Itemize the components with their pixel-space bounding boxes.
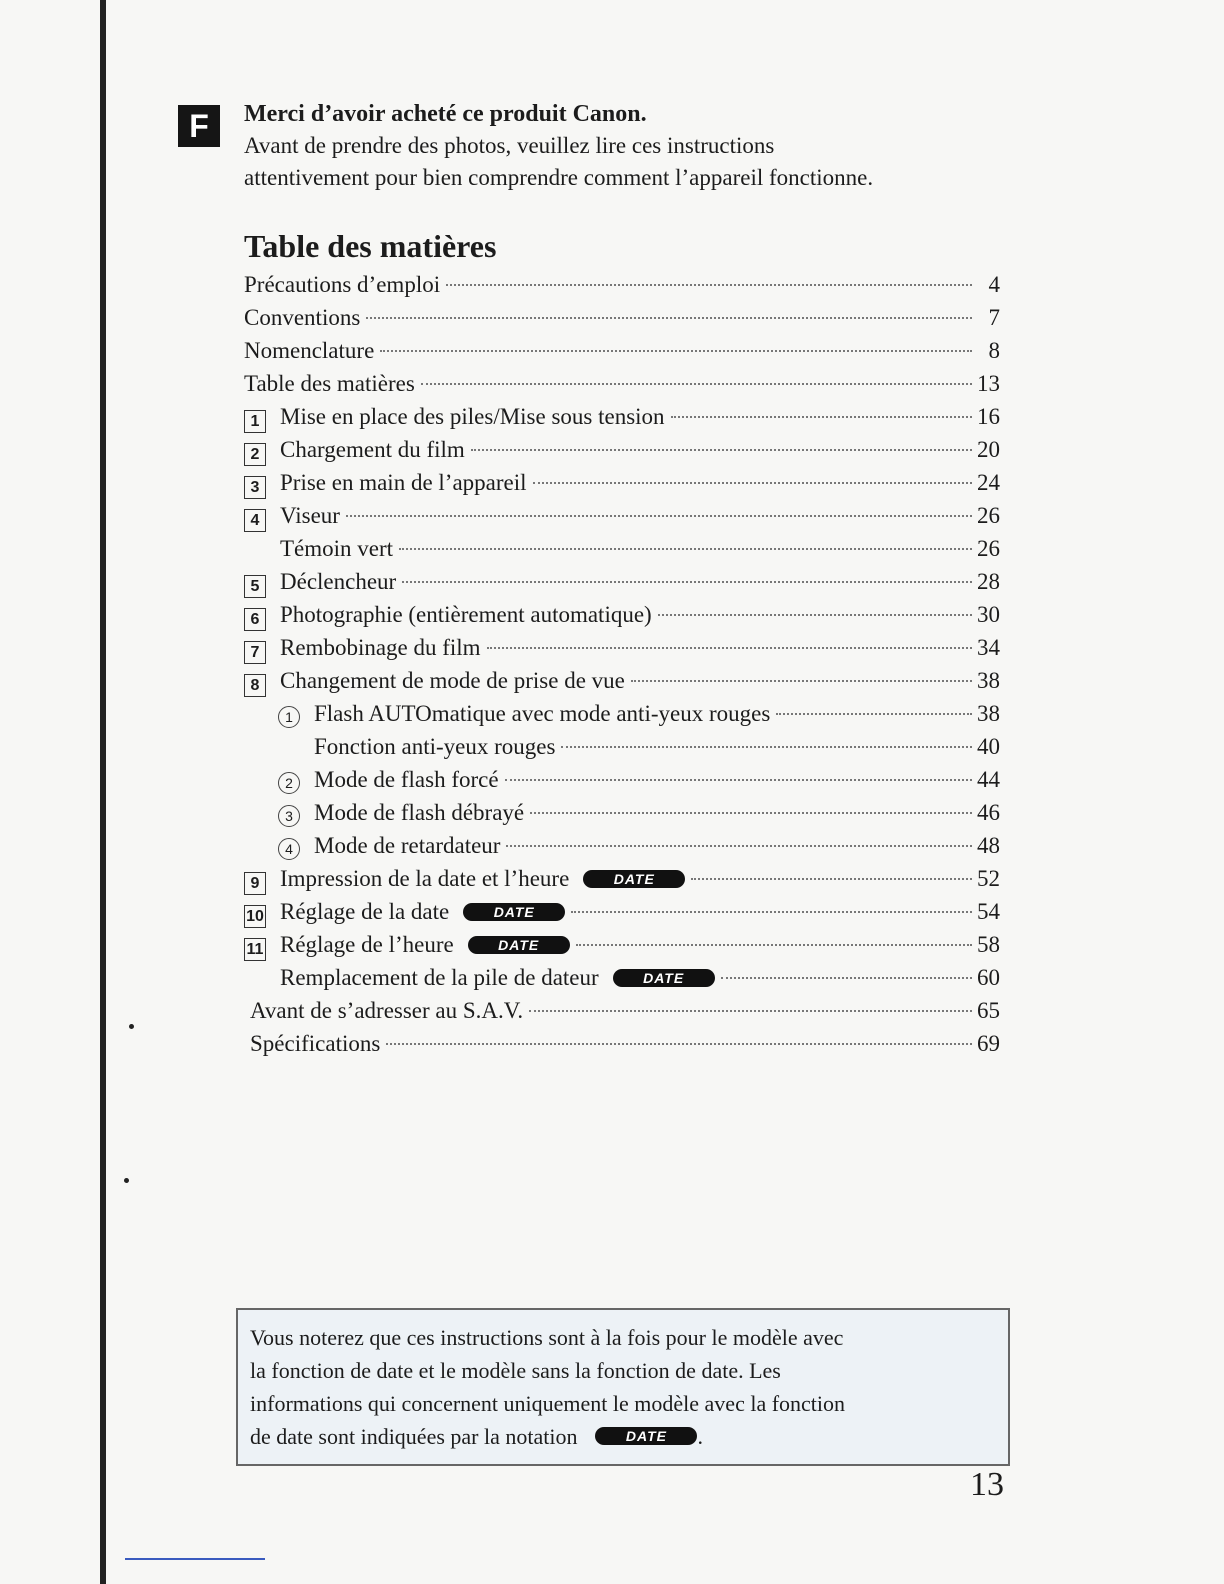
toc-entry[interactable]	[244, 730, 1000, 763]
toc-entry-page: 69	[977, 1031, 1000, 1056]
toc-entry-page: 34	[977, 635, 1000, 660]
chapter-number-box: 11	[244, 938, 266, 961]
toc-entry-title: Mode de retardateur	[314, 833, 501, 858]
toc-entry[interactable]	[244, 367, 1000, 400]
toc-entry-page: 24	[977, 470, 1000, 495]
toc-entry-title: Mode de flash forcé	[314, 767, 499, 792]
toc-entry-title: Conventions	[244, 305, 361, 330]
dot-leader	[530, 812, 972, 814]
toc-entry[interactable]	[244, 598, 1000, 631]
subsection-number-circle: 1	[278, 706, 300, 728]
toc-heading: Table des matières	[244, 228, 497, 264]
chapter-number-box: 3	[244, 476, 266, 499]
toc-entry[interactable]	[244, 400, 1000, 433]
toc-entry-title: Impression de la date et l’heure	[280, 866, 570, 891]
dot-leader	[658, 614, 972, 616]
scan-speck	[129, 1024, 134, 1029]
toc-entry[interactable]	[244, 697, 1000, 730]
toc-entry-title: Précautions d’emploi	[244, 272, 441, 297]
toc-entry-title: Photographie (entièrement automatique)	[280, 602, 652, 627]
chapter-number-box: 7	[244, 641, 266, 664]
intro-line: attentivement pour bien comprendre comment l’appareil fonctionne.	[244, 165, 874, 190]
toc-entry-title: Viseur	[280, 503, 340, 528]
toc-entry[interactable]	[244, 862, 1000, 895]
toc-entry-title: Flash AUTOmatique avec mode anti-yeux rouges	[314, 701, 771, 726]
toc-entry-page: 58	[977, 932, 1000, 957]
toc-entry-title: Spécifications	[250, 1031, 381, 1056]
toc-entry[interactable]	[244, 994, 1000, 1027]
toc-entry-title: Mode de flash débrayé	[314, 800, 525, 825]
date-badge-icon: DATE	[468, 936, 570, 954]
table-of-contents	[244, 268, 1000, 1060]
intro-title: Merci d’avoir acheté ce produit Canon.	[244, 101, 647, 127]
toc-entry-title: Mise en place des piles/Mise sous tension	[280, 404, 665, 429]
toc-entry[interactable]	[244, 433, 1000, 466]
toc-entry-title: Rembobinage du film	[280, 635, 481, 660]
chapter-number-box: 6	[244, 608, 266, 631]
subsection-number-circle: 3	[278, 805, 300, 827]
toc-entry-page: 46	[977, 800, 1000, 825]
chapter-number-box: 1	[244, 410, 266, 433]
scan-edge-line	[125, 1558, 265, 1560]
chapter-number-box: 10	[244, 905, 266, 928]
chapter-number-box: 9	[244, 872, 266, 895]
toc-entry-title: Déclencheur	[280, 569, 397, 594]
date-badge-icon: DATE	[595, 1427, 697, 1445]
dot-leader	[576, 944, 972, 946]
dot-leader	[421, 383, 972, 385]
toc-entry-title: Réglage de l’heure	[280, 932, 454, 957]
dot-leader	[399, 548, 972, 550]
toc-entry[interactable]	[244, 895, 1000, 928]
subsection-number-circle: 2	[278, 772, 300, 794]
chapter-number-box: 5	[244, 575, 266, 598]
toc-entry-page: 16	[977, 404, 1000, 429]
toc-entry-page: 8	[988, 338, 1000, 363]
toc-entry-page: 4	[988, 272, 1000, 297]
date-badge-icon: DATE	[583, 870, 685, 888]
toc-entry-title: Table des matières	[244, 371, 415, 396]
toc-entry-title: Prise en main de l’appareil	[280, 470, 527, 495]
toc-entry-page: 44	[977, 767, 1000, 792]
dot-leader	[631, 680, 972, 682]
page-binding-edge	[100, 0, 106, 1584]
page-number: 13	[970, 1466, 1004, 1503]
toc-entry-title: Chargement du film	[280, 437, 465, 462]
toc-entry-page: 26	[977, 503, 1000, 528]
toc-entry-title: Avant de s’adresser au S.A.V.	[250, 998, 524, 1023]
dot-leader	[776, 713, 972, 715]
toc-entry-page: 40	[977, 734, 1000, 759]
toc-entry-page: 38	[977, 668, 1000, 693]
note-line: la fonction de date et le modèle sans la fonction de date. Les	[250, 1358, 781, 1383]
dot-leader	[691, 878, 972, 880]
dot-leader	[380, 350, 972, 352]
dot-leader	[446, 284, 972, 286]
toc-entry[interactable]	[244, 829, 1000, 862]
note-line: informations qui concernent uniquement le modèle avec la fonction	[250, 1391, 846, 1416]
toc-entry[interactable]	[244, 301, 1000, 334]
toc-entry[interactable]	[244, 466, 1000, 499]
toc-entry-page: 26	[977, 536, 1000, 561]
dot-leader	[346, 515, 972, 517]
toc-entry-page: 48	[977, 833, 1000, 858]
toc-entry-title: Témoin vert	[280, 536, 394, 561]
dot-leader	[471, 449, 972, 451]
toc-entry[interactable]	[244, 334, 1000, 367]
toc-entry[interactable]	[244, 763, 1000, 796]
toc-entry-page: 60	[977, 965, 1000, 990]
dot-leader	[505, 779, 972, 781]
dot-leader	[571, 911, 972, 913]
toc-entry[interactable]	[244, 565, 1000, 598]
dot-leader	[721, 977, 972, 979]
note-line-end: .	[697, 1424, 703, 1449]
toc-entry-page: 65	[977, 998, 1000, 1023]
dot-leader	[487, 647, 972, 649]
scan-speck	[124, 1178, 129, 1183]
chapter-number-box: 2	[244, 443, 266, 466]
toc-entry[interactable]	[244, 499, 1000, 532]
language-badge: F	[178, 105, 220, 147]
toc-entry-page: 28	[977, 569, 1000, 594]
intro-line: Avant de prendre des photos, veuillez lire ces instructions	[244, 133, 775, 158]
dot-leader	[561, 746, 972, 748]
toc-entry-page: 54	[977, 899, 1000, 924]
toc-entry-title: Réglage de la date	[280, 899, 450, 924]
toc-entry-title: Nomenclature	[244, 338, 375, 363]
dot-leader	[533, 482, 972, 484]
toc-entry-title: Remplacement de la pile de dateur	[280, 965, 599, 990]
date-badge-icon: DATE	[613, 969, 715, 987]
dot-leader	[671, 416, 972, 418]
toc-entry[interactable]	[244, 796, 1000, 829]
dot-leader	[366, 317, 972, 319]
dot-leader	[506, 845, 972, 847]
toc-entry-title: Fonction anti-yeux rouges	[314, 734, 556, 759]
toc-entry-page: 52	[977, 866, 1000, 891]
toc-entry-page: 38	[977, 701, 1000, 726]
toc-entry[interactable]	[244, 961, 1000, 994]
date-model-note	[236, 1308, 1010, 1466]
dot-leader	[402, 581, 972, 583]
toc-entry[interactable]	[244, 928, 1000, 961]
toc-entry-page: 7	[988, 305, 1000, 330]
date-badge-icon: DATE	[463, 903, 565, 921]
chapter-number-box: 4	[244, 509, 266, 532]
toc-entry[interactable]	[244, 268, 1000, 301]
note-line	[250, 1420, 998, 1453]
chapter-number-box: 8	[244, 674, 266, 697]
note-line: Vous noterez que ces instructions sont à la fois pour le modèle avec	[250, 1325, 844, 1350]
toc-entry[interactable]	[244, 532, 1000, 565]
toc-entry[interactable]	[244, 631, 1000, 664]
dot-leader	[386, 1043, 972, 1045]
subsection-number-circle: 4	[278, 838, 300, 860]
toc-entry[interactable]	[244, 664, 1000, 697]
dot-leader	[529, 1010, 972, 1012]
toc-entry-page: 20	[977, 437, 1000, 462]
toc-entry-title: Changement de mode de prise de vue	[280, 668, 625, 693]
toc-entry-page: 30	[977, 602, 1000, 627]
toc-entry-page: 13	[977, 371, 1000, 396]
note-line-text: de date sont indiquées par la notation	[250, 1424, 578, 1449]
toc-entry[interactable]	[244, 1027, 1000, 1060]
intro-text	[244, 98, 1024, 194]
